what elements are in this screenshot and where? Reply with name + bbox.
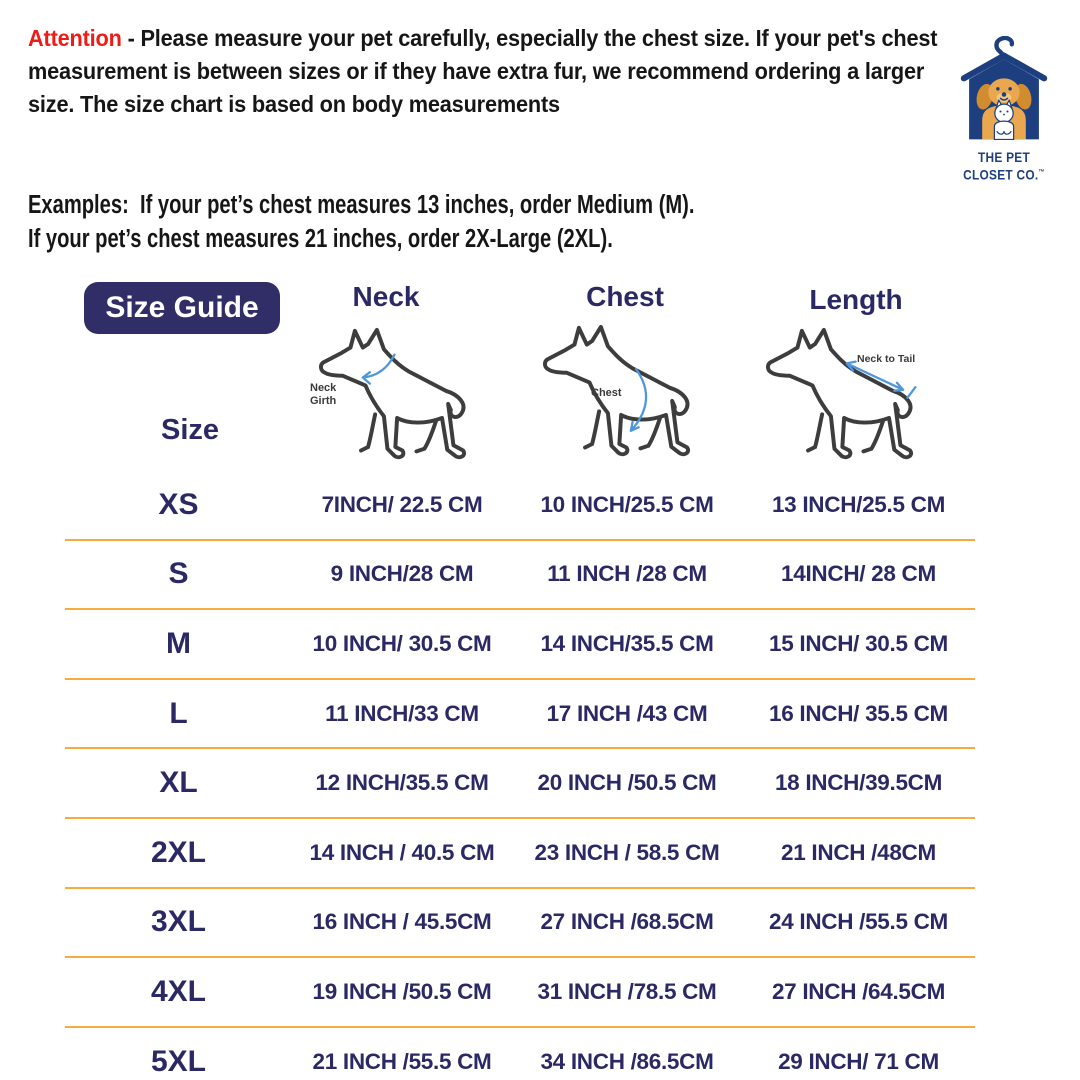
measure-header-chest: Chest: [586, 281, 664, 312]
table-row: [65, 471, 975, 541]
length-cell: 15 INCH/ 30.5 CM: [768, 630, 948, 656]
size-cell: 3XL: [150, 905, 207, 939]
examples-line2: If your pet’s chest measures 21 inches, order 2X-Large (2XL).: [28, 225, 613, 253]
dog-outline-icon: [534, 313, 710, 465]
examples-note: [28, 188, 694, 256]
table-row: [65, 958, 975, 1028]
size-cell: L: [169, 696, 188, 730]
table-row: [65, 889, 975, 959]
neck-cell: 12 INCH/35.5 CM: [315, 770, 489, 796]
neck-cell: 19 INCH /50.5 CM: [312, 978, 492, 1004]
chest-cell: 20 INCH /50.5 CM: [537, 770, 717, 796]
size-guide-badge-label: Size Guide: [105, 291, 259, 324]
table-row: [65, 749, 975, 819]
examples-line1: Examples: If your pet’s chest measures 13 inches, order Medium (M).: [28, 191, 695, 219]
length-cell: 14INCH/ 28 CM: [781, 561, 936, 587]
size-guide-badge: [84, 282, 280, 334]
neck-to-tail-label: Neck to Tail: [857, 353, 916, 365]
length-measure-diagram: [757, 316, 933, 468]
table-row: [65, 610, 975, 680]
neck-cell: 16 INCH / 45.5CM: [312, 909, 492, 935]
size-cell: S: [168, 557, 189, 591]
size-cell: XL: [159, 766, 198, 800]
chest-label: Chest: [591, 387, 622, 399]
length-cell: 13 INCH/25.5 CM: [771, 491, 946, 517]
brand-line2: CLOSET CO.™: [963, 167, 1045, 183]
brand-name: [953, 150, 1055, 183]
neck-cell: 21 INCH /55.5 CM: [312, 1048, 492, 1074]
chest-cell: 23 INCH / 58.5 CM: [534, 839, 720, 865]
neck-girth-label: Neck Girth: [310, 382, 337, 407]
size-column-header: Size: [160, 414, 220, 446]
length-cell: 29 INCH/ 71 CM: [778, 1048, 939, 1074]
size-cell: 4XL: [150, 974, 207, 1008]
table-row: [65, 819, 975, 889]
neck-cell: 10 INCH/ 30.5 CM: [312, 630, 492, 656]
chest-cell: 17 INCH /43 CM: [546, 700, 708, 726]
table-row: [65, 541, 975, 611]
measure-header-neck: Neck: [352, 281, 420, 312]
chest-cell: 27 INCH /68.5CM: [540, 909, 714, 935]
size-cell: 5XL: [150, 1044, 207, 1078]
table-row: [65, 1028, 975, 1080]
neck-cell: 14 INCH / 40.5 CM: [309, 839, 495, 865]
table-row: [65, 680, 975, 750]
size-cell: XS: [158, 487, 199, 521]
logo-cat: [994, 100, 1013, 139]
neck-cell: 9 INCH/28 CM: [330, 561, 474, 587]
chest-cell: 11 INCH /28 CM: [547, 561, 707, 587]
chest-measure-diagram: [534, 313, 710, 465]
attention-body: - Please measure your pet carefully, especially the chest size. If your pet's chest measurement is between sizes or if they have extra fur, we recommend ordering a larger size. The size chart is based on body measurements: [28, 25, 938, 117]
length-cell: 24 INCH /55.5 CM: [768, 909, 948, 935]
chest-cell: 31 INCH /78.5 CM: [537, 978, 717, 1004]
length-cell: 27 INCH /64.5CM: [771, 978, 946, 1004]
brand-line1: THE PET: [977, 150, 1031, 165]
size-cell: M: [166, 626, 191, 660]
brand-logo: [946, 36, 1062, 183]
chest-cell: 14 INCH/35.5 CM: [540, 630, 714, 656]
chest-cell: 34 INCH /86.5CM: [540, 1048, 714, 1074]
attention-note: [28, 22, 972, 121]
size-cell: 2XL: [150, 835, 207, 869]
length-cell: 21 INCH /48CM: [781, 839, 936, 865]
neck-cell: 7INCH/ 22.5 CM: [321, 491, 483, 517]
neck-measure-diagram: [310, 316, 486, 468]
trademark-symbol: ™: [1038, 169, 1045, 176]
measure-header-length: Length: [809, 284, 903, 315]
length-cell: 16 INCH/ 35.5 CM: [768, 700, 948, 726]
dog-outline-icon: [757, 316, 933, 468]
hanger-pets-icon: [956, 36, 1052, 146]
neck-cell: 11 INCH/33 CM: [325, 700, 479, 726]
size-table: [65, 471, 975, 1080]
attention-label: Attention: [28, 25, 122, 51]
chest-cell: 10 INCH/25.5 CM: [540, 491, 714, 517]
length-cell: 18 INCH/39.5CM: [774, 770, 943, 796]
